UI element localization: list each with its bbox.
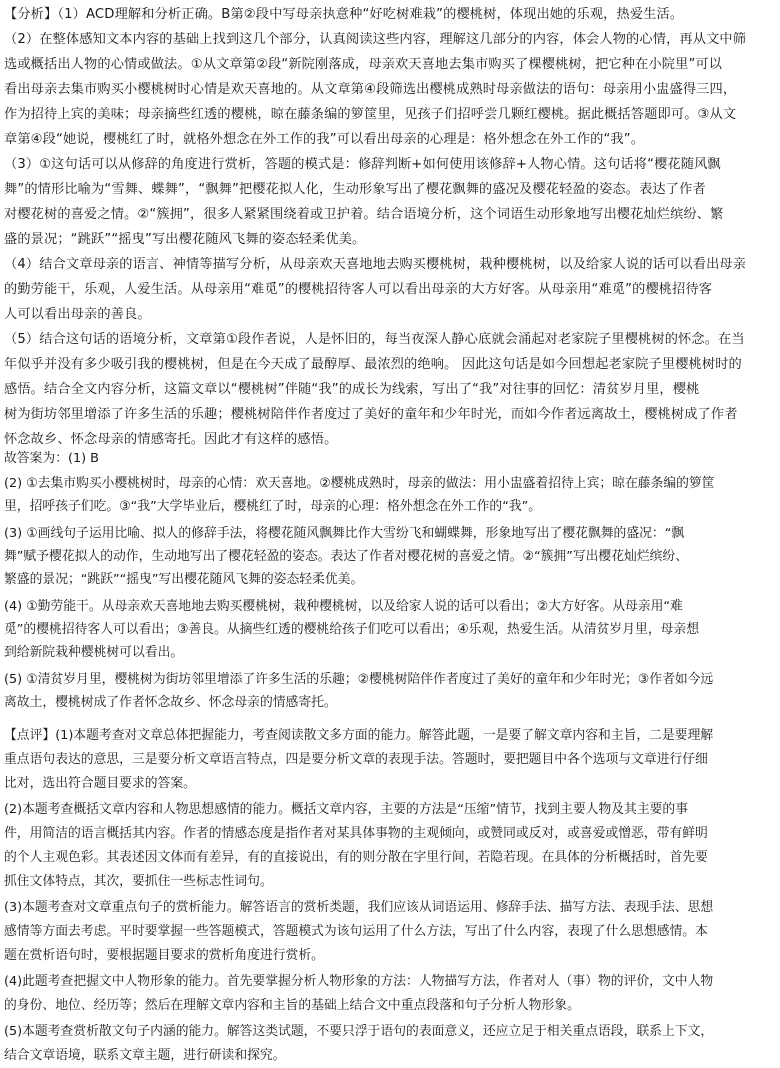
- analysis-line: （5）结合这句话的语境分析，文章第①段作者说，人是怀旧的，每当夜深人静心底就会涌起对老家院子里樱桃树的怀念。在当: [4, 332, 745, 347]
- analysis-line: 怀念故乡、怀念母亲的情感寄托。因此才有这样的感悟。: [4, 432, 338, 447]
- answer-line: 故答案为：(1) B: [4, 451, 99, 466]
- analysis-line: 舞”的情形比喻为“雪舞、蝶舞”，“飘舞”把樱花拟人化，生动形象写出了樱花飘舞的盛况及樱花轻盈的姿态。表达了作者: [4, 182, 706, 197]
- comment-line: 重点语句表达的意思，三是要分析文章语言特点，四是要分析文章的表现手法。答题时，要把题目中各个选项与文章进行仔细: [4, 752, 708, 767]
- answer-line: (5) ①清贫岁月里，樱桃树为街坊邻里增添了许多生活的乐趣；②樱桃树陪伴作者度过了美好的童年和少年时光；③作者如今远: [4, 672, 714, 687]
- answer-line: (3) ①画线句子运用比喻、拟人的修辞手法，将樱花随风飘舞比作大雪纷飞和蝴蝶舞，形象地写出了樱花飘舞的盛况：“飘: [4, 526, 685, 541]
- analysis-line: 看出母亲去集市购买小樱桃树时心情是欢天喜地的。从文章第④段筛选出樱桃成熟时母亲做法的语句：母亲用小盅盛得三四，: [4, 82, 737, 97]
- analysis-line: 年似乎并没有多少吸引我的樱桃树，但是在今天成了最醇厚、最浓烈的绝响。 因此这句话是如今回想起老家院子里樱桃树时的: [4, 357, 742, 372]
- analysis-line: 【分析】（1）ACD理解和分析正确。B第②段中写母亲执意种“好吃树难栽”的樱桃树，体现出她的乐观，热爱生活。: [4, 7, 684, 22]
- comment-line: (4)此题考查把握文中人物形象的能力。首先要掌握分析人物形象的方法：人物描写方法，作者对人（事）物的评价，文中人物: [4, 974, 714, 989]
- comment-line: (5)本题考查赏析散文句子内涵的能力。解答这类试题，不要只浮于语句的表面意义，还应立足于相关重点语段，联系上下文，: [4, 1024, 714, 1039]
- analysis-line: 感悟。结合全文内容分析，这篇文章以“樱桃树”伴随“我”的成长为线索，写出了“我”对往事的回忆：清贫岁月里，樱桃: [4, 382, 700, 397]
- answer-line: 到给新院栽种樱桃树可以看出。: [4, 645, 184, 660]
- comment-line: 题在赏析语句时，要根据题目要求的赏析角度进行赏析。: [4, 948, 324, 963]
- analysis-line: 作为招待上宾的美味；母亲摘些红透的樱桃，晾在藤条编的箩筐里，见孩子们招呼尝几颗红樱桃。据此概括答题即可。③从文: [4, 107, 737, 122]
- answer-line: 繁盛的景况；“跳跃”“摇曳”写出樱花随风飞舞的姿态轻柔优美。: [4, 572, 364, 587]
- comment-line: 抓住文体特点，其次，要抓住一些标志性词句。: [4, 874, 273, 889]
- analysis-line: 章第④段“她说，樱桃红了时，就格外想念在外工作的我”可以看出母亲的心理是：格外想念在外工作的“我”。: [4, 132, 645, 147]
- analysis-line: 盛的景况；“跳跃”“摇曳”写出樱花随风飞舞的姿态轻柔优美。: [4, 232, 366, 247]
- analysis-line: 树为街坊邻里增添了许多生活的乐趣；樱桃树陪伴作者度过了美好的童年和少年时光，而如今作者远离故土，樱桃树成了作者: [4, 407, 738, 422]
- analysis-line: 的勤劳能干，乐观，人爱生活。从母亲用“难觅”的樱桃招待客人可以看出母亲的大方好客。从母亲用“难觅”的樱桃招待客: [4, 282, 713, 297]
- analysis-line: （2）在整体感知文本内容的基础上找到这几个部分，认真阅读这些内容，理解这几部分的内容，体会人物的心情，再从文中筛: [4, 32, 747, 47]
- answer-line: 觅”的樱桃招待客人可以看出；③善良。从摘些红透的樱桃给孩子们吃可以看出；④乐观，热爱生活。从清贫岁月里，母亲想: [4, 622, 700, 637]
- comment-line: 比对，选出符合题目要求的答案。: [4, 776, 196, 791]
- comment-line: 结合文章语境，联系文章主题，进行研读和探究。: [4, 1048, 286, 1063]
- analysis-line: 选或概括出人物的心情或做法。①从文章第②段“新院刚落成，母亲欢天喜地去集市购买了棵樱桃树，把它种在小院里”可以: [4, 57, 723, 72]
- analysis-line: 对樱花树的喜爱之情。②“簇拥”，很多人紧紧围绕着或卫护着。结合语境分析，这个词语生动形象地写出樱花灿烂缤纷、繁: [4, 207, 724, 222]
- analysis-line: 人可以看出母亲的善良。: [4, 307, 151, 322]
- answer-line: (2) ①去集市购买小樱桃树时，母亲的心情：欢天喜地。②樱桃成熟时，母亲的做法：用小盅盛着招待上宾；晾在藤条编的箩筐: [4, 476, 715, 491]
- comment-line: 感情等方面去考虑。平时要掌握一些答题模式，答题模式为该句运用了什么方法，写出了什么内容，表现了什么思想感情。本: [4, 924, 708, 939]
- comment-line: (2)本题考查概括文章内容和人物思想感情的能力。概括文章内容，主要的方法是“压缩”情节，找到主要人物及其主要的事: [4, 802, 689, 817]
- comment-line: 的身份、地位、经历等；然后在理解文章内容和主旨的基础上结合文中重点段落和句子分析人物形象。: [4, 998, 580, 1013]
- comment-line: 【点评】(1)本题考查对文章总体把握能力，考查阅读散文多方面的能力。解答此题，一是要了解文章内容和主旨，二是要理解: [4, 728, 714, 743]
- answer-line: 里，招呼孩子们吃。③“我”大学毕业后，樱桃红了时，母亲的心理：格外想念在外工作的“我”。: [4, 499, 542, 514]
- answer-line: 舞”赋予樱花拟人的动作，生动地写出了樱花轻盈的姿态。表达了作者对樱花树的喜爱之情。②“簇拥”写出樱花灿烂缤纷、: [4, 549, 689, 564]
- comment-line: (3)本题考查对文章重点句子的赏析能力。解答语言的赏析类题，我们应该从词语运用、修辞手法、描写方法、表现手法、思想: [4, 900, 714, 915]
- answer-line: 离故土，樱桃树成了作者怀念故乡、怀念母亲的情感寄托。: [4, 695, 337, 710]
- comment-line: 件，用简洁的语言概括其内容。作者的情感态度是指作者对某具体事物的主观倾向，或赞同或反对，或喜爱或憎恶，带有鲜明: [4, 826, 708, 841]
- analysis-line: （3）①这句话可以从修辞的角度进行赏析，答题的模式是：修辞判断+如何使用该修辞+人物心情。这句话将“樱花随风飘: [4, 157, 721, 172]
- analysis-line: （4）结合文章母亲的语言、神情等描写分析，从母亲欢天喜地地去购买樱桃树，栽种樱桃树，以及给家人说的话可以看出母亲: [4, 257, 747, 272]
- answer-line: (4) ①勤劳能干。从母亲欢天喜地地去购买樱桃树，栽种樱桃树，以及给家人说的话可以看出；②大方好客。从母亲用“难: [4, 599, 683, 614]
- comment-line: 的个人主观色彩。其表述因文体而有差异，有的直接说出，有的则分散在字里行间，若隐若现。在具体的分析概括时，首先要: [4, 850, 708, 865]
